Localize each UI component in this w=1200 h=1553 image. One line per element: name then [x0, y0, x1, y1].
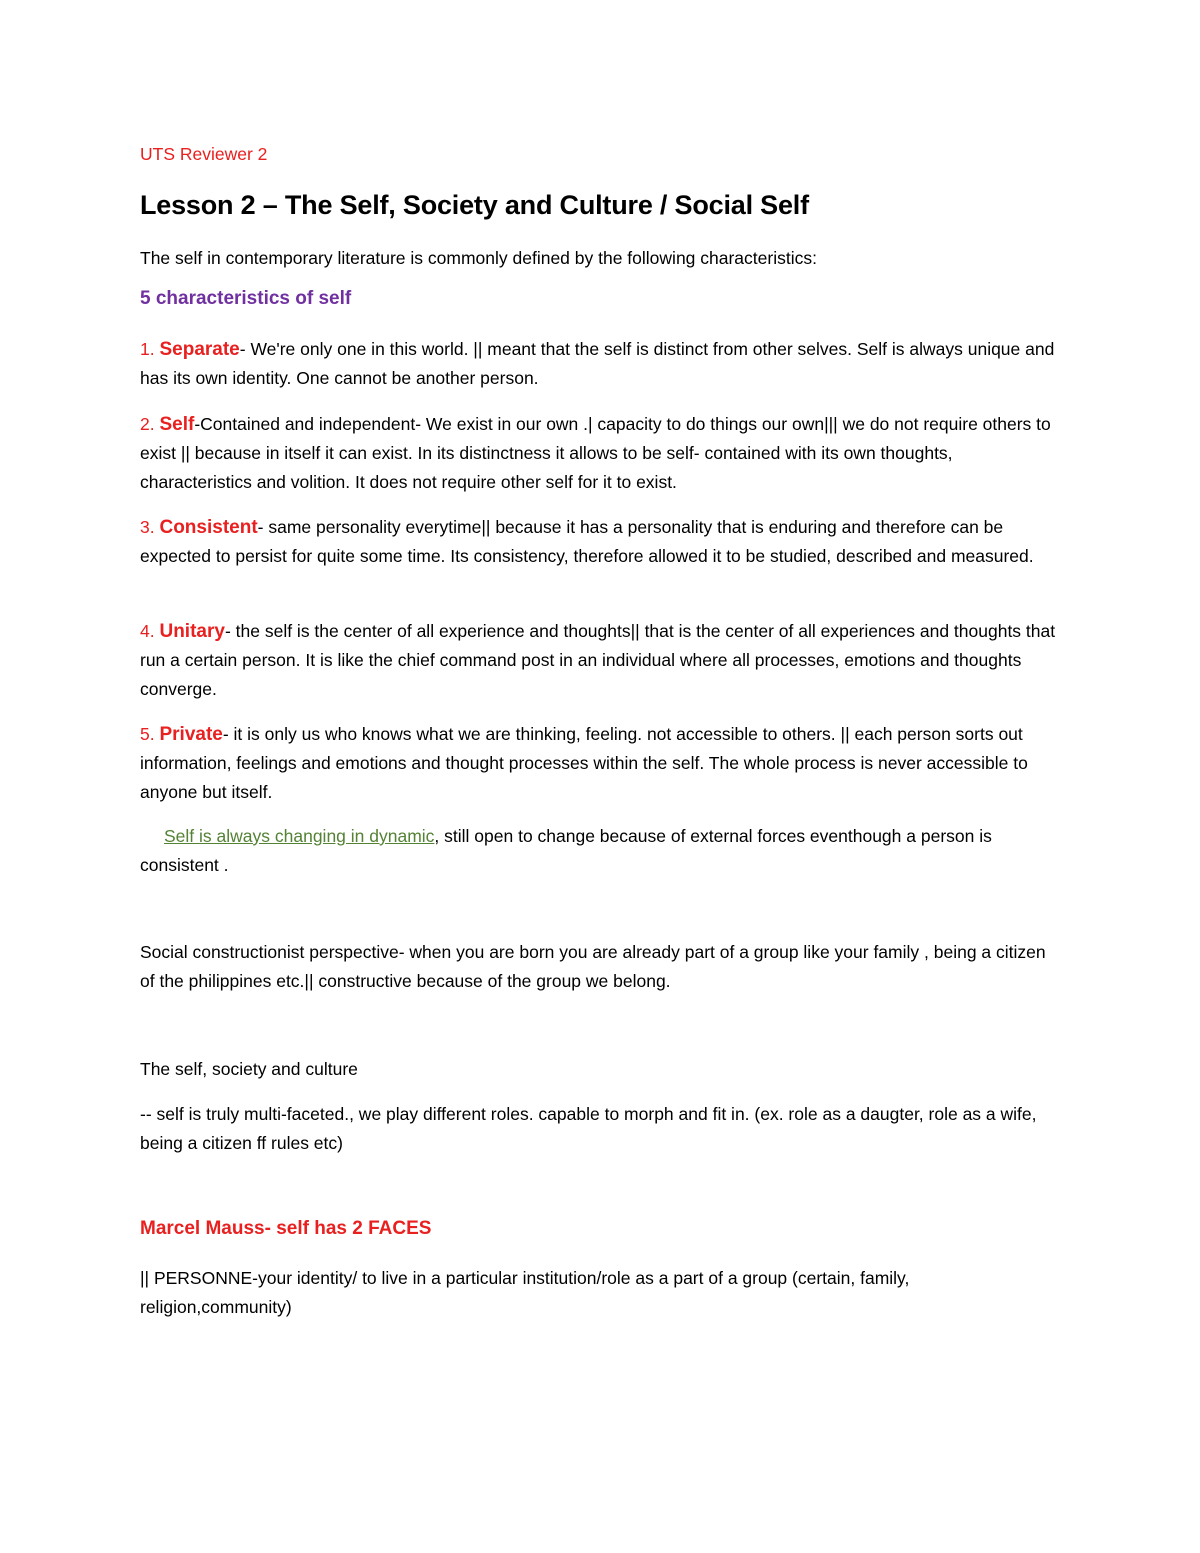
- society-heading-block: [140, 1055, 1060, 1084]
- item-number: 5.: [140, 724, 155, 744]
- item-text: - We're only one in this world. || meant that the self is distinct from other selves. Self is always unique and has its own identity. One cannot be another person.: [140, 339, 1055, 388]
- item-number: 4.: [140, 621, 155, 641]
- characteristic-item: [140, 720, 1060, 807]
- personne-paragraph: || PERSONNE-your identity/ to live in a particular institution/role as a part of a group (certain, family, religion,community): [140, 1268, 910, 1317]
- social-constructionist-paragraph: Social constructionist perspective- when you are born you are already part of a group like your family , being a citizen of the philippines etc.|| constructive because of the group we belong.: [140, 942, 1046, 991]
- item-term: Self: [159, 414, 195, 435]
- characteristics-heading-block: [140, 288, 1060, 310]
- society-heading: The self, society and culture: [140, 1059, 358, 1079]
- intro-block: [140, 244, 1060, 273]
- doc-title: Lesson 2 – The Self, Society and Culture / Social Self: [140, 190, 809, 220]
- mauss-heading: Marcel Mauss- self has 2 FACES: [140, 1218, 432, 1239]
- item-number: 1.: [140, 339, 155, 359]
- characteristic-item: [140, 617, 1060, 704]
- item-text: - it is only us who knows what we are thinking, feeling. not accessible to others. || each person sorts out information, feelings and emotions and thought processes within the self. The whole process is never accessible to anyone but itself.: [140, 724, 1028, 802]
- item-text: -Contained and independent- We exist in our own .| capacity to do things our own||| we do not require others to exist || because in itself it can exist. In its distinctness it allows to be self- contained with its own thoughts, characteristics and volition. It does not require other self for it to exist.: [140, 414, 1051, 492]
- doc-subtitle-block: [140, 144, 1060, 165]
- item-number: 3.: [140, 517, 155, 537]
- doc-subtitle: UTS Reviewer 2: [140, 144, 268, 164]
- doc-title-block: [140, 190, 1060, 221]
- society-paragraph: -- self is truly multi-faceted., we play different roles. capable to morph and fit in. (ex. role as a daugter, role as a wife, being a citizen ff rules etc): [140, 1104, 1037, 1153]
- item-term: Unitary: [159, 621, 225, 642]
- changing-text: , still open to change because of external forces eventhough a person is consistent .: [140, 826, 992, 875]
- intro-paragraph: The self in contemporary literature is commonly defined by the following characteristics:: [140, 248, 817, 268]
- item-text: - same personality everytime|| because it has a personality that is enduring and therefore can be expected to persist for quite some time. Its consistency, therefore allowed it to be studied, described and measured.: [140, 517, 1034, 566]
- characteristic-item: [140, 335, 1060, 393]
- item-number: 2.: [140, 414, 155, 434]
- characteristic-item: [140, 410, 1060, 497]
- personne-block: [140, 1264, 1060, 1322]
- item-term: Consistent: [159, 517, 258, 538]
- society-text-block: [140, 1100, 1060, 1158]
- social-constructionist-block: [140, 938, 1060, 996]
- changing-block: [140, 822, 1060, 880]
- mauss-heading-block: [140, 1218, 1060, 1240]
- item-term: Private: [159, 724, 223, 745]
- changing-link[interactable]: Self is always changing in dynamic: [164, 826, 435, 846]
- item-term: Separate: [159, 339, 240, 360]
- item-text: - the self is the center of all experience and thoughts|| that is the center of all experiences and thoughts that run a certain person. It is like the chief command post in an individual where all processes, emotions and thoughts converge.: [140, 621, 1056, 699]
- characteristics-heading: 5 characteristics of self: [140, 288, 352, 309]
- characteristic-item: [140, 513, 1060, 571]
